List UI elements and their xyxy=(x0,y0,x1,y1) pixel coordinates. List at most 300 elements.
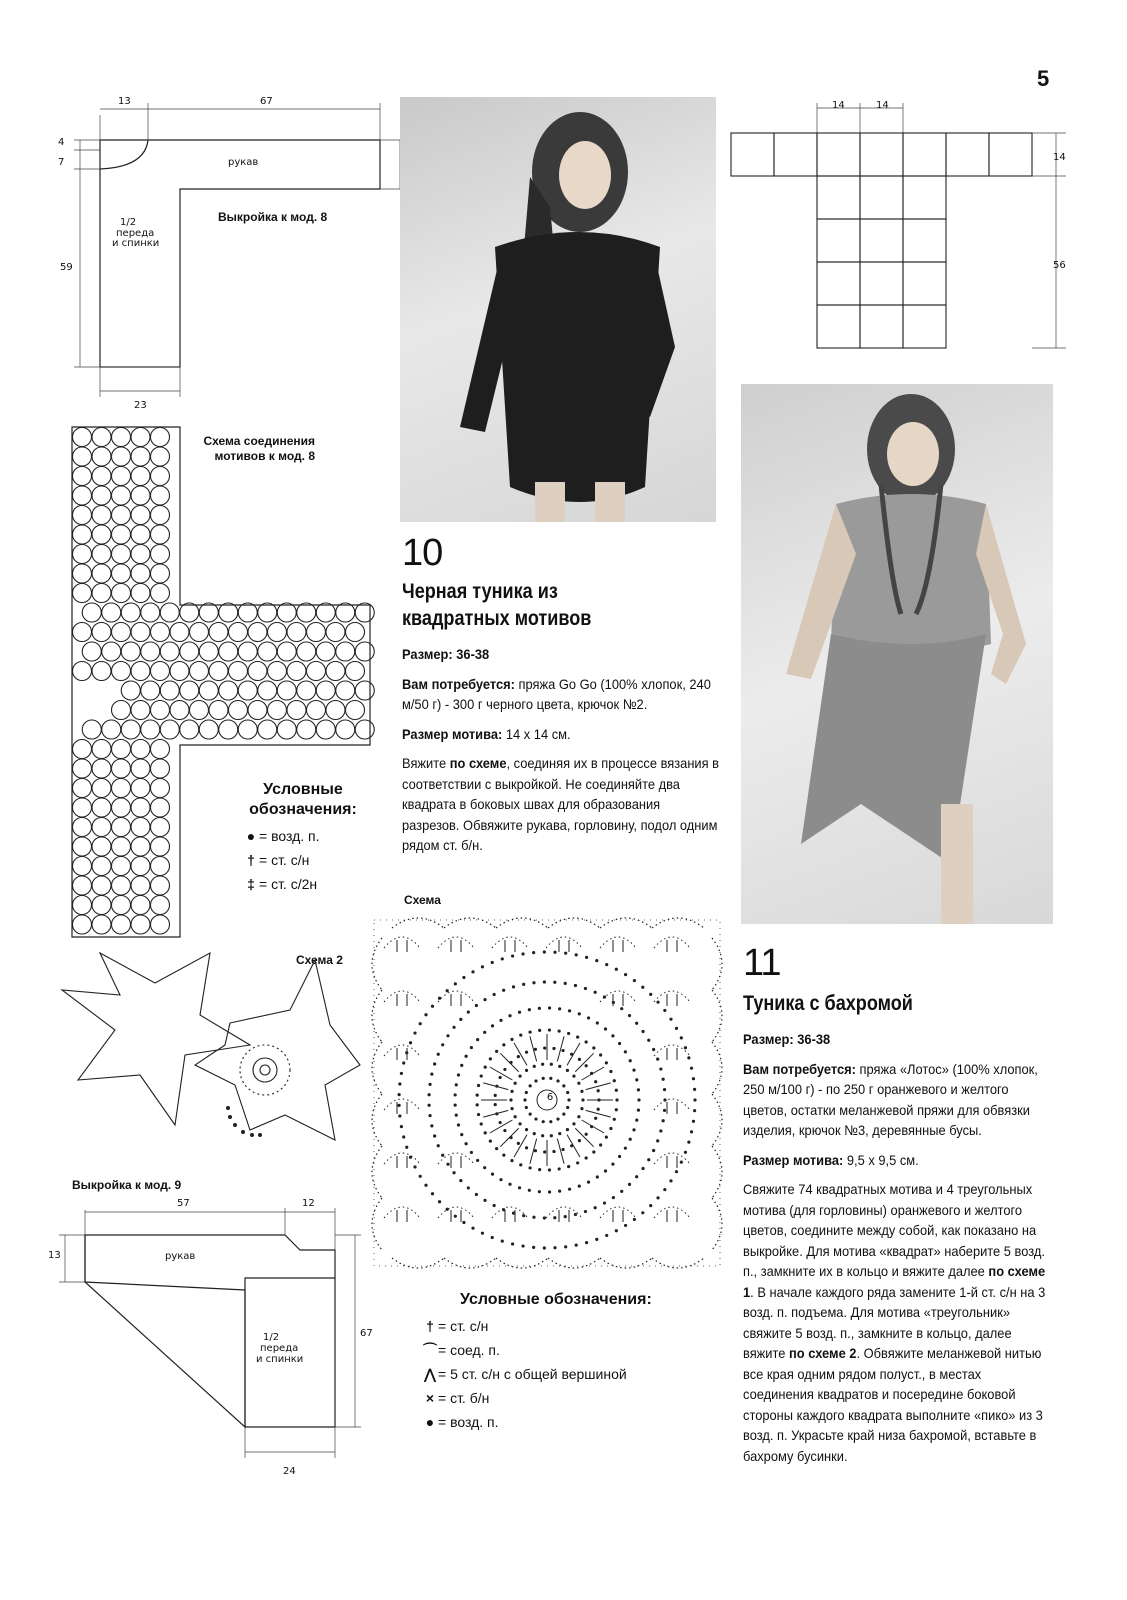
motif-circle xyxy=(326,662,345,681)
chain-dot xyxy=(692,1120,695,1123)
chain-dot xyxy=(541,1063,544,1066)
chain-dot xyxy=(594,991,597,994)
chain-dot xyxy=(493,1204,496,1207)
motif-circle xyxy=(346,623,365,642)
model11-instr-1: Свяжите 74 квадратных мотива и 4 треугольных мотива (для горловины) оранжевого и желтого цветов, соедините между собой, как показано на выкройке. Для мотива «квадрат» наберите 5 возд. п., замкните их в кольцо и вяжите далее xyxy=(743,1181,1045,1279)
motif-circle xyxy=(346,662,365,681)
chain-dot xyxy=(471,970,474,973)
chain-dot xyxy=(629,1138,632,1141)
motif-circle xyxy=(229,623,248,642)
chain-dot xyxy=(471,1227,474,1230)
motif-circle xyxy=(131,662,150,681)
chain-dot xyxy=(620,1007,623,1010)
model10-number: 10 xyxy=(402,532,443,574)
motif-circle xyxy=(112,701,131,720)
motif-circle xyxy=(297,642,316,661)
motif-circle xyxy=(238,720,257,739)
half-label-2: переда xyxy=(260,1343,299,1354)
scallop-arc xyxy=(652,1258,704,1268)
chain-dot xyxy=(521,1244,524,1247)
model10-section xyxy=(402,534,732,865)
chain-dot xyxy=(525,1146,528,1149)
motif-circle xyxy=(151,896,170,915)
pattern-mod9-title: Выкройка к мод. 9 xyxy=(72,1178,182,1192)
motif-circle xyxy=(73,818,92,837)
chain-dot xyxy=(510,1159,513,1162)
dim-left-a: 4 xyxy=(58,137,65,148)
chain-dot xyxy=(501,957,504,960)
loop-arc xyxy=(654,1207,690,1218)
motif-circle xyxy=(248,623,267,642)
chain-dot xyxy=(509,1098,512,1101)
motif-circle xyxy=(355,603,374,622)
dim-top-b: 14 xyxy=(876,100,889,111)
chain-dot xyxy=(510,1107,513,1110)
chain-dot xyxy=(578,1139,581,1142)
chain-dot xyxy=(605,1135,608,1138)
single-crochet-icon: × xyxy=(425,1390,435,1406)
chain-dot xyxy=(662,1078,665,1081)
motif-circle xyxy=(112,798,131,817)
grid-cell xyxy=(903,305,946,348)
chain-dot xyxy=(521,952,524,955)
motif-circle xyxy=(326,623,345,642)
chain-dot xyxy=(534,1048,537,1051)
motif-circle xyxy=(141,681,160,700)
chain-dot xyxy=(457,1123,460,1126)
chain-dot xyxy=(641,1211,644,1214)
grid-cell xyxy=(860,133,903,176)
chain-dot xyxy=(556,1079,559,1082)
chain-dot xyxy=(629,1059,632,1062)
chain-dot xyxy=(543,980,546,983)
chain-dot xyxy=(552,1150,555,1153)
dim-top-a: 14 xyxy=(832,100,845,111)
photo-model11 xyxy=(741,384,1053,924)
motif-circle xyxy=(307,623,326,642)
chain-dot xyxy=(489,1140,492,1143)
motif-circle xyxy=(258,642,277,661)
motif-circle xyxy=(131,798,150,817)
motif-circle xyxy=(219,642,238,661)
chain-dot xyxy=(464,1055,467,1058)
motif-circle xyxy=(180,681,199,700)
motif-circle xyxy=(112,740,131,759)
scallop-arc xyxy=(372,1198,382,1250)
grid-cell xyxy=(860,305,903,348)
chain-dot xyxy=(567,1165,570,1168)
model11-motif-label: Размер мотива: xyxy=(743,1151,844,1168)
chain-dot xyxy=(575,953,578,956)
motif-circle xyxy=(92,896,111,915)
motif-circle xyxy=(92,467,111,486)
chain-dot xyxy=(558,1132,561,1135)
chain-dot xyxy=(459,1018,462,1021)
motif-circle xyxy=(287,701,306,720)
legend-center-items xyxy=(420,1314,652,1434)
legend-item-text: = 5 ст. с/н с общей вершиной xyxy=(438,1366,627,1382)
chain-dot xyxy=(641,1167,644,1170)
dim-left: 13 xyxy=(48,1250,61,1261)
grid-cell xyxy=(903,133,946,176)
motif-circle xyxy=(151,545,170,564)
stitch-mark xyxy=(582,1120,605,1133)
motif-circle xyxy=(73,740,92,759)
chain-dot xyxy=(446,1163,449,1166)
motif-circle xyxy=(151,623,170,642)
chain-dot xyxy=(467,1010,470,1013)
chain-dot xyxy=(581,1098,584,1101)
chain-dot xyxy=(542,1077,545,1080)
motif-circle xyxy=(82,720,101,739)
chain-dot xyxy=(663,1109,666,1112)
chain-dot xyxy=(647,1039,650,1042)
chain-dot xyxy=(428,1083,431,1086)
chain-dot xyxy=(552,1047,555,1050)
chain-dot xyxy=(576,1161,579,1164)
motif-circle xyxy=(112,506,131,525)
dim-right-top: 14 xyxy=(1053,152,1066,163)
motif-circle xyxy=(73,525,92,544)
stitch-mark xyxy=(557,1036,564,1061)
motif-circle xyxy=(131,467,150,486)
scallop-arc xyxy=(548,918,600,928)
chain-dot xyxy=(528,1166,531,1169)
motif-circle xyxy=(112,857,131,876)
motif-circle xyxy=(151,759,170,778)
chain-dot xyxy=(663,1088,666,1091)
motif-circle xyxy=(238,642,257,661)
join-scheme-title-line1: Схема соединения xyxy=(203,434,315,448)
chain-dot xyxy=(476,1094,479,1097)
scheme2-title: Схема 2 xyxy=(296,953,343,967)
motif-circle xyxy=(151,857,170,876)
half-label-2: переда xyxy=(116,228,155,239)
chain-dot xyxy=(491,1173,494,1176)
model10-instr-1: Вяжите xyxy=(402,755,450,771)
chain-dot xyxy=(578,1185,581,1188)
motif-circle xyxy=(268,662,287,681)
chain-dot xyxy=(522,983,525,986)
motif-circle xyxy=(131,857,150,876)
chain-dot xyxy=(684,1151,687,1154)
chain-dot xyxy=(558,1007,561,1010)
loop-arc xyxy=(654,1153,690,1164)
model10-size xyxy=(402,644,719,665)
chain-dot xyxy=(585,1156,588,1159)
chain-dot xyxy=(564,982,567,985)
chain-dot xyxy=(577,1082,580,1085)
chain-dot xyxy=(502,1154,505,1157)
motif-circle xyxy=(160,720,179,739)
motif-circle xyxy=(219,720,238,739)
grid-cell xyxy=(903,219,946,262)
chain-dot xyxy=(534,1079,537,1082)
loop-arc xyxy=(384,1099,420,1110)
model11-title: Туника с бахромой xyxy=(743,992,913,1015)
motif-circle xyxy=(131,623,150,642)
chain-dot xyxy=(628,1183,631,1186)
chain-dot xyxy=(483,1199,486,1202)
motif-circle xyxy=(92,545,111,564)
grid-cell xyxy=(817,262,860,305)
motif-circle xyxy=(112,896,131,915)
motif-circle xyxy=(229,662,248,681)
chain-dot xyxy=(511,954,514,957)
chain-dot xyxy=(542,1120,545,1123)
chain-dot xyxy=(580,1107,583,1110)
motif-circle xyxy=(151,467,170,486)
motif-circle xyxy=(131,759,150,778)
motif-circle xyxy=(82,603,101,622)
motif-circle xyxy=(336,603,355,622)
motif-circle xyxy=(102,642,121,661)
chain-dot xyxy=(519,1163,522,1166)
motif-circle xyxy=(131,545,150,564)
chain-dot xyxy=(480,1122,483,1125)
motif-circle xyxy=(190,662,209,681)
motif-circle xyxy=(268,701,287,720)
legend-item-text: = соед. п. xyxy=(438,1342,500,1358)
loop-arc xyxy=(546,937,582,948)
half-label-1: 1/2 xyxy=(263,1332,280,1343)
chain-dot xyxy=(597,1089,600,1092)
motif-circle xyxy=(355,720,374,739)
chain-dot xyxy=(635,1078,638,1081)
chain-dot xyxy=(624,1050,627,1053)
chain-dot xyxy=(454,1103,457,1106)
motif-circle xyxy=(131,701,150,720)
motif-circle xyxy=(73,662,92,681)
motif-circle xyxy=(209,623,228,642)
chain-dot xyxy=(680,1161,683,1164)
motif-circle xyxy=(229,701,248,720)
stitch-mark xyxy=(514,1135,527,1158)
chain-dot xyxy=(514,1115,517,1118)
chain-dot xyxy=(525,1091,528,1094)
motif-circle xyxy=(112,623,131,642)
scallop-arc xyxy=(372,1042,382,1094)
chain-dot xyxy=(550,1134,553,1137)
motif-circle xyxy=(238,603,257,622)
scallop-arc xyxy=(444,918,496,928)
chain-dot xyxy=(543,1246,546,1249)
chain-dot xyxy=(454,982,457,985)
motif-circle xyxy=(190,623,209,642)
legend-center-title: Условные обозначения: xyxy=(460,1291,652,1308)
motif-circle xyxy=(92,876,111,895)
motif-circle xyxy=(92,779,111,798)
legend-center xyxy=(420,1290,652,1434)
motif-circle xyxy=(258,720,277,739)
motif-circle xyxy=(316,642,335,661)
chain-dot xyxy=(495,1147,498,1150)
legend-item-text: = ст. с/2н xyxy=(259,876,318,892)
chain-dot xyxy=(659,1067,662,1070)
chain-dot xyxy=(659,1129,662,1132)
chain-dot xyxy=(662,1119,665,1122)
dim-right: 67 xyxy=(360,1328,373,1339)
motif-circle xyxy=(131,896,150,915)
chain-dot xyxy=(455,1114,458,1117)
model11-need-label: Вам потребуется: xyxy=(743,1060,856,1077)
grid-cell xyxy=(817,219,860,262)
slip-stitch-icon: ⌒ xyxy=(423,1342,437,1358)
stitch-mark xyxy=(567,1135,580,1158)
chain-dot xyxy=(633,1218,636,1221)
chain-dot xyxy=(604,1027,607,1030)
model11-number: 11 xyxy=(743,942,781,984)
chain-dot xyxy=(428,1114,431,1117)
motif-circle xyxy=(141,642,160,661)
loop-arc xyxy=(438,991,474,1002)
chain-dot xyxy=(576,1035,579,1038)
chain-dot xyxy=(663,1188,666,1191)
chain-dot xyxy=(508,1014,511,1017)
chain-dot xyxy=(397,1104,400,1107)
motif-circle xyxy=(316,720,335,739)
sleeve-label: рукав xyxy=(165,1251,196,1262)
cluster-icon: ⋀ xyxy=(424,1366,436,1382)
stitch-mark xyxy=(500,1053,518,1071)
motif-circle xyxy=(92,525,111,544)
dim-bottom: 23 xyxy=(134,400,147,411)
chain-dot xyxy=(687,1056,690,1059)
chain-dot xyxy=(522,1214,525,1217)
chain-dot xyxy=(647,1158,650,1161)
pattern-mod10-grid xyxy=(720,95,1080,375)
dim-bottom: 24 xyxy=(283,1466,296,1477)
motif-circle xyxy=(151,525,170,544)
motif-circle xyxy=(131,447,150,466)
chain-dot xyxy=(578,1058,581,1061)
motif-circle xyxy=(336,642,355,661)
pattern-mod9-drawing xyxy=(45,1200,385,1490)
motif-circle xyxy=(112,818,131,837)
chain-dot xyxy=(532,981,535,984)
motif-circle xyxy=(73,486,92,505)
chain-dot xyxy=(419,1175,422,1178)
scallop-arc xyxy=(372,1146,382,1198)
motif-circle xyxy=(190,701,209,720)
loop-arc xyxy=(384,937,420,948)
chain-dot xyxy=(491,1024,494,1027)
motif-circle xyxy=(151,506,170,525)
dim-top-main: 67 xyxy=(260,96,273,107)
photo-model10 xyxy=(400,97,716,522)
motif-circle xyxy=(258,603,277,622)
chain-dot xyxy=(595,959,598,962)
motif-circle xyxy=(209,662,228,681)
chain-dot xyxy=(413,1165,416,1168)
motif-circle xyxy=(92,584,111,603)
motif-circle xyxy=(131,818,150,837)
chain-dot xyxy=(462,1221,465,1224)
chain-dot xyxy=(518,1075,521,1078)
grid-cell xyxy=(774,133,817,176)
motif-circle xyxy=(151,740,170,759)
stitch-mark xyxy=(575,1128,593,1146)
chain-dot xyxy=(433,1062,436,1065)
chain-dot xyxy=(605,1061,608,1064)
motif-circle xyxy=(73,428,92,447)
chain-dot xyxy=(566,1091,569,1094)
chain-dot xyxy=(594,1080,597,1083)
chain-dot xyxy=(690,1067,693,1070)
motif-circle xyxy=(141,720,160,739)
chain-dot xyxy=(637,1109,640,1112)
stitch-mark xyxy=(586,1110,611,1117)
chain-dot xyxy=(467,1186,470,1189)
pattern-mod8-title: Выкройка к мод. 8 xyxy=(218,210,328,224)
chain-dot xyxy=(400,1072,403,1075)
motif-circle xyxy=(151,876,170,895)
legend-item-cluster xyxy=(420,1362,652,1386)
motif-circle xyxy=(112,447,131,466)
motif-circle xyxy=(112,759,131,778)
chain-dot xyxy=(615,1108,618,1111)
chain-dot xyxy=(594,1117,597,1120)
grid-cell xyxy=(860,176,903,219)
chain-dot xyxy=(454,1093,457,1096)
motif-circle xyxy=(112,662,131,681)
chain-dot xyxy=(690,1130,693,1133)
chain-dot xyxy=(409,1041,412,1044)
motif-circle xyxy=(219,681,238,700)
motif-circle xyxy=(151,701,170,720)
chain-dot xyxy=(464,1142,467,1145)
chain-dot xyxy=(452,1026,455,1029)
chain-dot xyxy=(519,1033,522,1036)
motif-circle xyxy=(180,603,199,622)
motif-circle xyxy=(92,857,111,876)
double-crochet-icon: † xyxy=(426,1318,434,1334)
chain-dot xyxy=(669,1179,672,1182)
motif-circle xyxy=(131,876,150,895)
loop-arc xyxy=(654,991,690,1002)
chain-dot xyxy=(499,1178,502,1181)
motif-circle xyxy=(112,837,131,856)
chain-dot xyxy=(553,1216,556,1219)
chain-dot xyxy=(584,1210,587,1213)
chain-dot xyxy=(558,1065,561,1068)
chain-dot xyxy=(632,1069,635,1072)
model11-instr-3: . Обвяжите меланжевой нитью все края одним рядом полуст., в местах соединения квадратов и посередине боковой стороны каждого квадрата выполните «пико» из 3 возд. п. Украсьте край низа бахромой, вставьте в бахрому бусинки. xyxy=(743,1345,1043,1464)
chain-dot xyxy=(532,951,535,954)
legend-item-chain xyxy=(420,1410,652,1434)
chain-dot xyxy=(541,1134,544,1137)
scallop-arc xyxy=(444,1258,496,1268)
model10-title-line1: Черная туника из xyxy=(402,580,558,603)
stitch-mark xyxy=(483,1083,508,1090)
motif-circle xyxy=(92,486,111,505)
motif-circle xyxy=(121,720,140,739)
motif-circle xyxy=(307,662,326,681)
motif-circle xyxy=(131,837,150,856)
motif-circle xyxy=(73,584,92,603)
motif-circle xyxy=(112,545,131,564)
chain-dot xyxy=(413,1031,416,1034)
scheme-center-label: 6 xyxy=(546,1092,554,1103)
chain-dot xyxy=(597,1108,600,1111)
chain-dot xyxy=(518,1011,521,1014)
motif-circle xyxy=(112,486,131,505)
chain-dot xyxy=(475,1193,478,1196)
chain-dot xyxy=(605,1234,608,1237)
dim-top-left: 13 xyxy=(118,96,131,107)
chain-dot xyxy=(585,1241,588,1244)
chain-dot xyxy=(618,1155,621,1158)
